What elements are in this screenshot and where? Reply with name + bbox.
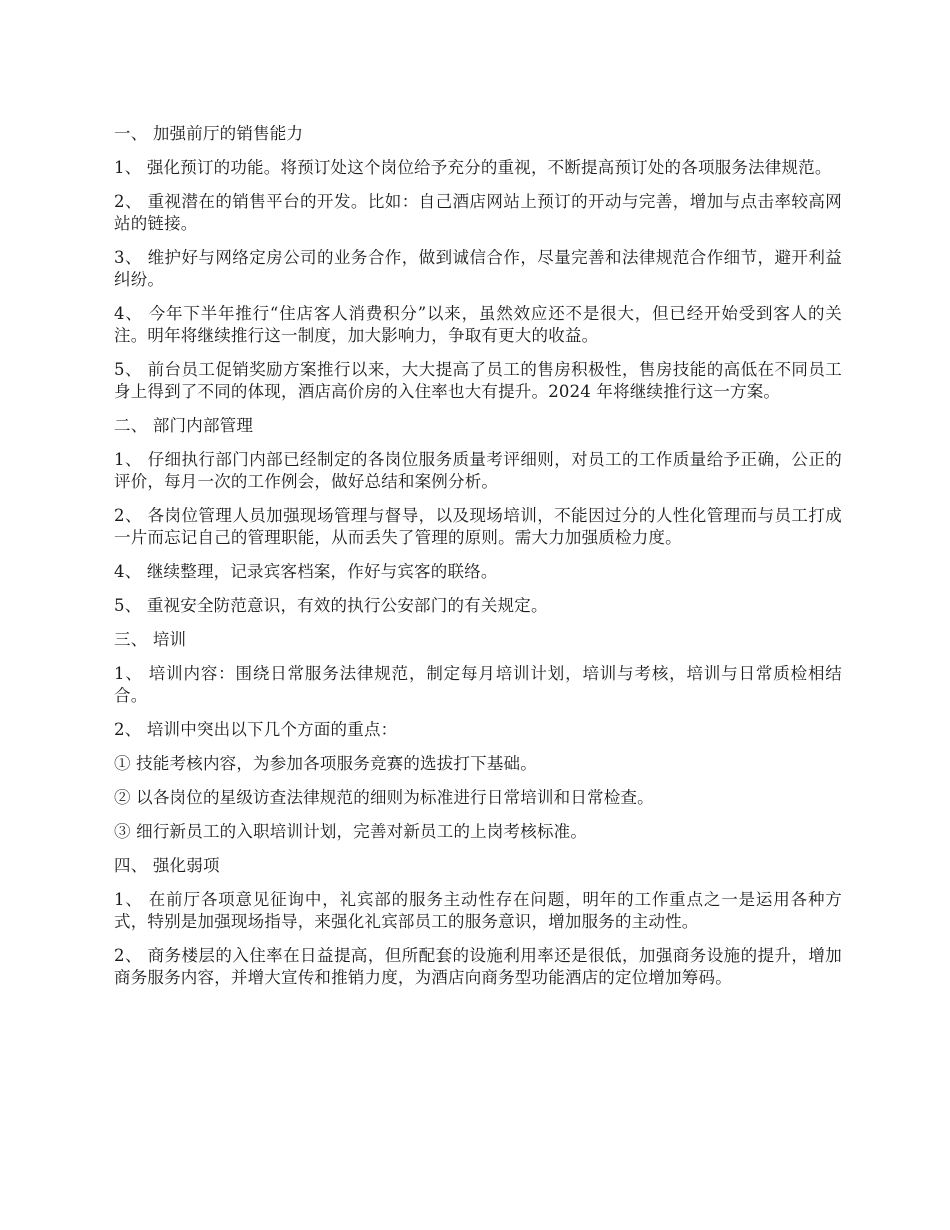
paragraph: 5、 重视安全防范意识，有效的执行公安部门的有关规定。 bbox=[114, 596, 548, 615]
paragraph: 1、 仔细执行部门内部已经制定的各岗位服务质量考评细则，对员工的工作质量给予正确，公正的评价，每月一次的工作例会，做好总结和案例分析。 bbox=[114, 450, 842, 491]
paragraph: 3、 维护好与网络定房公司的业务合作，做到诚信合作，尽量完善和法律规范合作细节，避开利益纠纷。 bbox=[114, 248, 842, 289]
paragraph: 5、 前台员工促销奖励方案推行以来，大大提高了员工的售房积极性，售房技能的高低在不同员工身上得到了不同的体现，酒店高价房的入住率也大有提升。2024 年将继续推行这一方案。 bbox=[114, 360, 842, 401]
list-item: ① 技能考核内容，为参加各项服务竞赛的选拔打下基础。 bbox=[114, 754, 537, 773]
paragraph: 4、 今年下半年推行“住店客人消费积分”以来，虽然效应还不是很大，但已经开始受到客人的关注。明年将继续推行这一制度，加大影响力，争取有更大的收益。 bbox=[114, 304, 842, 345]
list-item: ③ 细行新员工的入职培训计划，完善对新员工的上岗考核标准。 bbox=[114, 822, 588, 841]
paragraph: 2、 重视潜在的销售平台的开发。比如：自己酒店网站上预订的开动与完善，增加与点击率较高网站的链接。 bbox=[114, 192, 842, 233]
section-heading-1: 一、 加强前厅的销售能力 bbox=[114, 124, 304, 143]
paragraph: 2、 各岗位管理人员加强现场管理与督导，以及现场培训，不能因过分的人性化管理而与员工打成一片而忘记自己的管理职能，从而丢失了管理的原则。需大力加强质检力度。 bbox=[114, 506, 842, 547]
paragraph: 2、 培训中突出以下几个方面的重点： bbox=[114, 720, 398, 739]
section-heading-4: 四、 强化弱项 bbox=[114, 856, 220, 875]
paragraph: 2、 商务楼层的入住率在日益提高，但所配套的设施利用率还是很低，加强商务设施的提升，增加商务服务内容，并增大宣传和推销力度，为酒店向商务型功能酒店的定位增加筹码。 bbox=[114, 946, 842, 987]
list-item: ② 以各岗位的星级访查法律规范的细则为标准进行日常培训和日常检查。 bbox=[114, 788, 654, 807]
section-heading-2: 二、 部门内部管理 bbox=[114, 416, 254, 435]
paragraph: 4、 继续整理，记录宾客档案，作好与宾客的联络。 bbox=[114, 562, 498, 581]
section-heading-3: 三、 培训 bbox=[114, 630, 187, 649]
document-body bbox=[114, 123, 842, 1001]
paragraph: 1、 强化预订的功能。将预订处这个岗位给予充分的重视，不断提高预订处的各项服务法律规范。 bbox=[114, 158, 832, 177]
paragraph: 1、 培训内容：围绕日常服务法律规范，制定每月培训计划，培训与考核，培训与日常质检相结合。 bbox=[114, 664, 842, 705]
paragraph: 1、 在前厅各项意见征询中，礼宾部的服务主动性存在问题，明年的工作重点之一是运用各种方式，特别是加强现场指导，来强化礼宾部员工的服务意识，增加服务的主动性。 bbox=[114, 890, 842, 931]
